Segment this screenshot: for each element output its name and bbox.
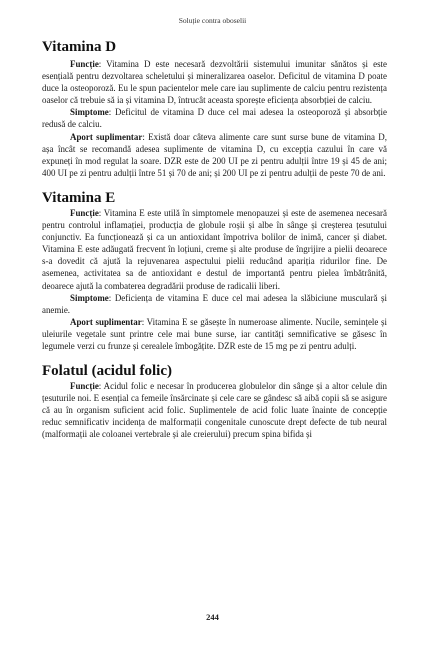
running-head: Soluție contra oboselii bbox=[178, 16, 247, 25]
section-vitamina-e bbox=[42, 189, 387, 352]
paragraph-text: : Vitamina E se găsește în numeroase alimente. Nucile, semințele și uleiurile vegetale sunt printre cele mai bune surse, iar cantități semnificative se găsesc în legumele verzi cu frunze și cerealele îmbogățite. DZR este de 15 mg pe zi pentru adulți. bbox=[42, 316, 387, 351]
paragraph-text: : Deficiența de vitamina E duce cel mai adesea la slăbiciune musculară și anemie. bbox=[42, 292, 387, 315]
paragraph bbox=[42, 106, 387, 130]
paragraph-lead: Simptome bbox=[70, 107, 109, 118]
paragraph-text: : Deficitul de vitamina D duce cel mai adesea la osteoporoză și absorbție redusă de calciu. bbox=[42, 107, 387, 130]
section-folatul bbox=[42, 362, 387, 440]
paragraph-lead: Simptome bbox=[70, 292, 109, 303]
paragraph bbox=[42, 292, 387, 316]
paragraph bbox=[42, 380, 387, 440]
section-title: Folatul (acidul folic) bbox=[42, 363, 172, 380]
paragraph bbox=[42, 207, 387, 292]
paragraph-text: : Acidul folic e necesar în producerea globulelor din sânge și a altor celule din țesuturile noi. E esențial ca femeile însărcinate și cele care se gândesc să aibă copii să se asigure că au în organism suficient acid folic. Suplimentele de acid folic luate înainte de concepție reduc semnificativ incidența de malformații congenitale cunoscute drept defecte de tub neural (malformații ale coloanei vertebrale și ale creierului) precum spina bifida și bbox=[42, 381, 387, 440]
paragraph bbox=[42, 316, 387, 352]
page-number: 244 bbox=[206, 612, 219, 622]
section-title: Vitamina D bbox=[42, 39, 117, 55]
paragraph-lead: Funcție bbox=[70, 207, 99, 218]
paragraph bbox=[42, 58, 387, 106]
paragraph-text: : Există doar câteva alimente care sunt surse bune de vitamina D, așa încât se recomandă adesea suplimente de vitamina D, cu excepția cazului în care vă expuneți în mod regulat la soare. DZR este de 200 UI pe zi pentru adulții între 19 și 45 de ani; 400 UI pe zi pentru adulții între 51 și 70 de ani; și 200 UI pe zi pentru adulții de peste 70 de ani. bbox=[42, 131, 387, 178]
paragraph-lead: Aport suplimentar bbox=[70, 316, 142, 327]
paragraph-lead: Funcție bbox=[70, 381, 99, 392]
paragraph-lead: Aport suplimentar bbox=[70, 131, 143, 142]
page-body bbox=[42, 38, 387, 441]
paragraph-text: : Vitamina E este utilă în simptomele menopauzei și este de asemenea necesară pentru controlul inflamației, producția de globule roșii și albe în sânge și creșterea țesutului conjunctiv. Ea funcționează și ca un antioxidant împotriva bolilor de inimă, cancer și diabet. Vitamina E este adăugată frecvent în loțiuni, creme și alte produse de îngrijire a pielii deoarece s-a dovedit că ajută la rejuvenarea aspectului pielii reducând apariția ridurilor fine. De asemenea, activitatea sa de antioxidant e destul de importantă pentru pielea îmbătrânită, deoarece ajută la combaterea degradării produse de radicalii liberi. bbox=[42, 207, 387, 291]
section-title: Vitamina E bbox=[42, 189, 116, 206]
paragraph bbox=[42, 131, 387, 179]
section-vitamina-d bbox=[42, 38, 387, 179]
paragraph-lead: Funcție bbox=[70, 59, 99, 69]
paragraph-text: : Vitamina D este necesară dezvoltării sistemului imunitar sănătos și este esențială pentru dezvoltarea scheletului și mineralizarea oaselor. Deficitul de vitamina D poate duce la osteoporoză. Eu le spun pacientelor mele care iau suplimente de calciu pentru rezistența oaselor că trebuie să ia și vitamina D, întrucât aceasta sporește eficiența absorbției de calciu. bbox=[42, 59, 387, 106]
